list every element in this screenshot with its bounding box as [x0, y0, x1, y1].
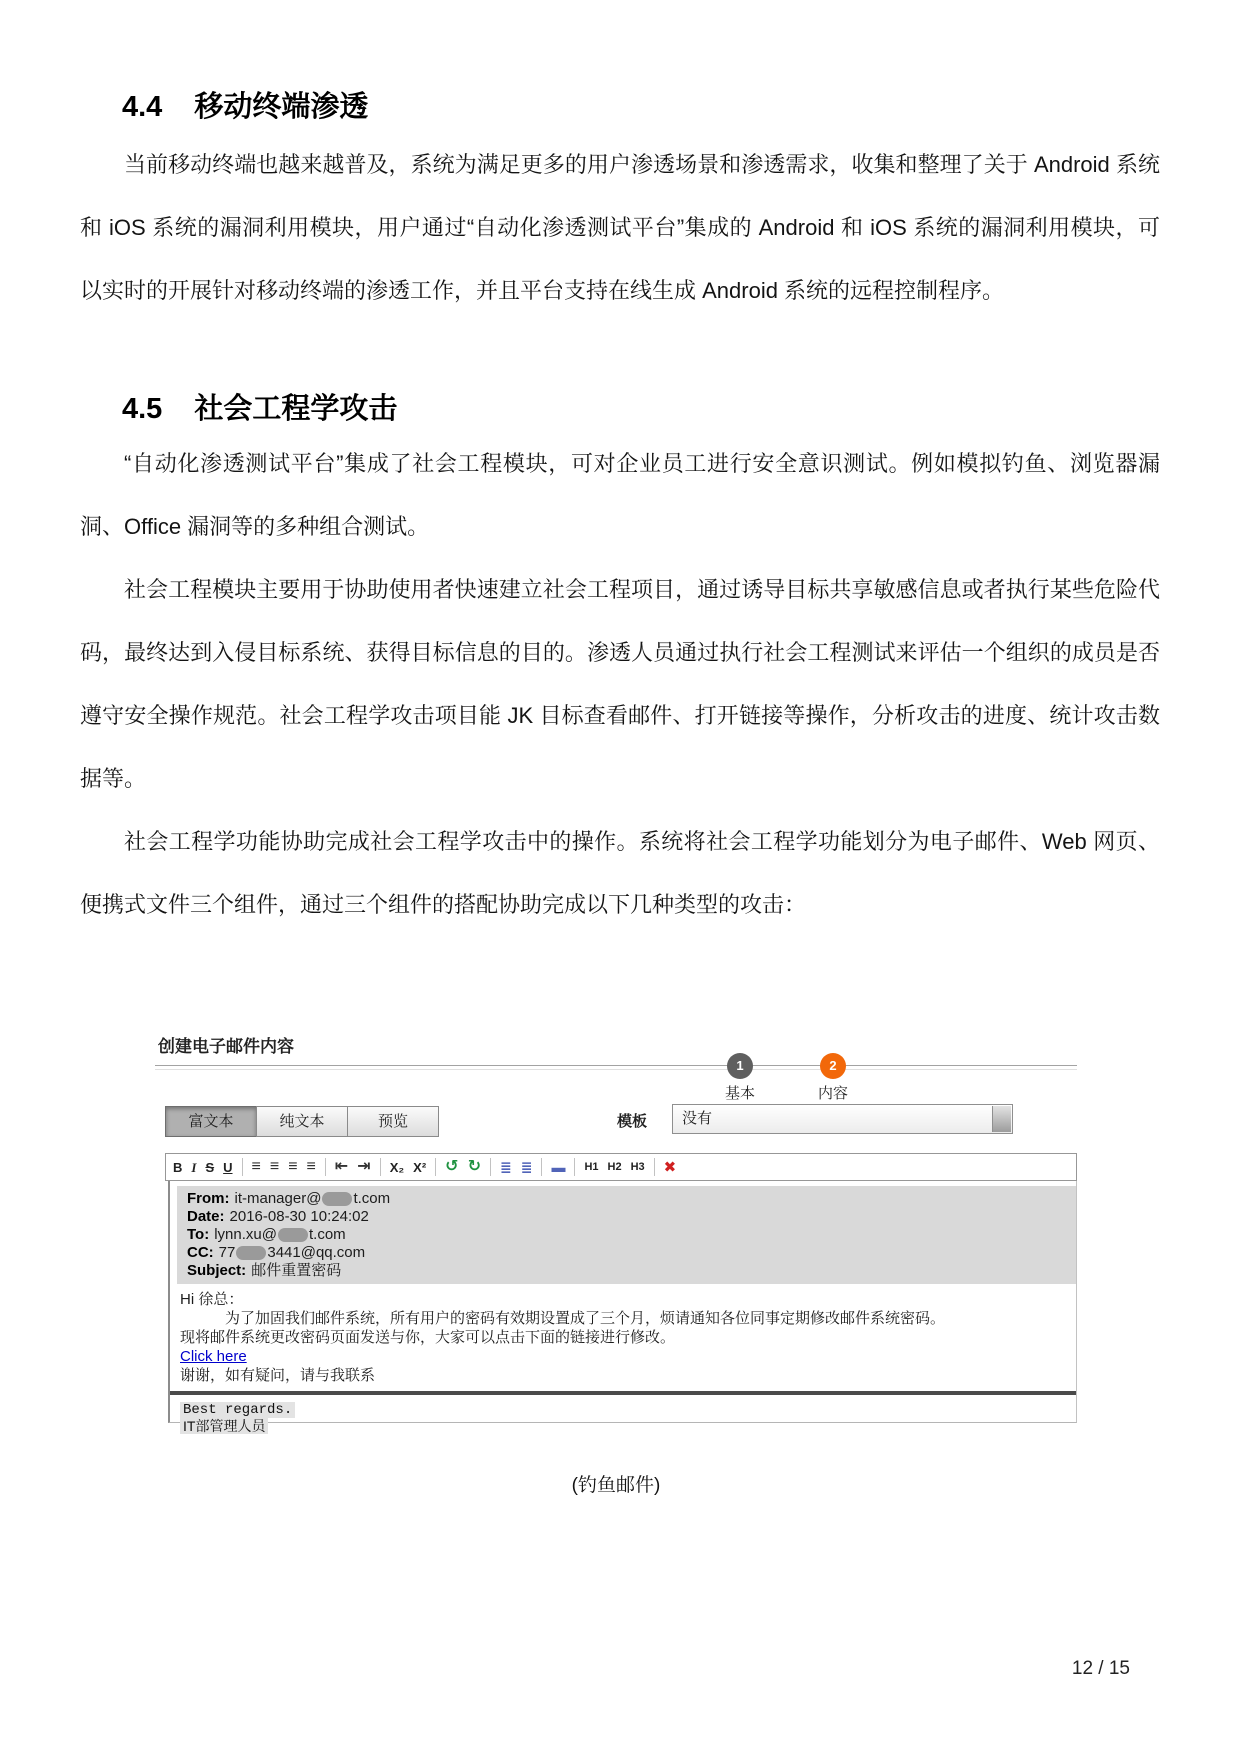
paragraph: 社会工程学功能协助完成社会工程学攻击中的操作。系统将社会工程学功能划分为电子邮件、Web 网页、便携式文件三个组件，通过三个组件的搭配协助完成以下几种类型的攻击： — [80, 829, 1160, 917]
outdent-icon[interactable]: ⇤ — [334, 1158, 349, 1175]
ordered-list-icon[interactable]: ≣ — [499, 1159, 512, 1175]
redacted-text — [236, 1246, 266, 1260]
toolbar-separator — [380, 1158, 381, 1176]
template-label: 模板 — [617, 1113, 648, 1130]
email-body-line: 谢谢，如有疑问，请与我联系 — [180, 1367, 376, 1384]
email-greeting: Hi 徐总： — [180, 1291, 244, 1308]
email-header-block — [177, 1186, 1076, 1284]
paragraph: 社会工程模块主要用于协助使用者快速建立社会工程项目，通过诱导目标共享敏感信息或者执行某些危险代码，最终达到入侵目标系统、获得目标信息的目的。渗透人员通过执行社会工程测试来评估一个组织的成员是否遵守安全操作规范。社会工程学攻击项目能 JK 目标查看邮件、打开链接等操作，分析攻击的进度、统计攻击数据等。 — [80, 577, 1160, 791]
email-body-line: 为了加固我们邮件系统，所有用户的密码有效期设置成了三个月，烦请通知各位同事定期修改邮件系统密码。 — [225, 1310, 946, 1327]
horizontal-rule-icon[interactable]: ▬ — [551, 1159, 566, 1175]
superscript-icon[interactable]: X² — [413, 1159, 427, 1175]
section-title: 社会工程学攻击 — [194, 393, 398, 425]
italic-icon[interactable]: I — [191, 1159, 197, 1175]
section-heading-4-5 — [122, 386, 397, 427]
delete-icon[interactable]: ✖ — [663, 1158, 677, 1176]
email-body — [170, 1288, 1076, 1385]
click-here-link[interactable]: Click here — [180, 1348, 247, 1365]
heading2-icon[interactable]: H2 — [607, 1160, 622, 1173]
heading3-icon[interactable]: H3 — [630, 1160, 645, 1173]
step-2-label: 内容 — [817, 1085, 848, 1102]
email-header-date: Date: 2016-08-30 10:24:02 — [187, 1208, 369, 1225]
align-right-icon[interactable]: ≡ — [288, 1158, 298, 1175]
toolbar-separator — [574, 1158, 575, 1176]
rich-text-toolbar — [165, 1153, 1077, 1181]
section-number: 4.4 — [122, 91, 163, 123]
toolbar-separator — [242, 1158, 243, 1176]
signature-divider — [170, 1391, 1076, 1395]
section-title: 移动终端渗透 — [194, 91, 369, 123]
email-header-from: From: it-manager@ t.com — [187, 1190, 391, 1207]
toolbar-separator — [490, 1158, 491, 1176]
signature-regards: Best regards. — [180, 1402, 295, 1418]
step-1-label: 基本 — [724, 1085, 755, 1102]
subscript-icon[interactable]: X₂ — [389, 1159, 405, 1175]
dropdown-button-icon[interactable] — [992, 1106, 1011, 1132]
tab-plain-text[interactable]: 纯文本 — [256, 1106, 348, 1137]
figure-caption: (钓鱼邮件) — [571, 1475, 661, 1496]
align-center-icon[interactable]: ≡ — [269, 1158, 280, 1175]
toolbar-separator — [541, 1158, 542, 1176]
template-select[interactable] — [672, 1104, 1013, 1134]
paragraph: “自动化渗透测试平台”集成了社会工程模块，可对企业员工进行安全意识测试。例如模拟钓鱼、浏览器漏洞、Office 漏洞等的多种组合测试。 — [80, 451, 1160, 539]
divider — [155, 1065, 1077, 1066]
tab-preview[interactable]: 预览 — [347, 1106, 439, 1137]
signature-department: IT部管理人员 — [180, 1418, 268, 1434]
step-1-basic[interactable]: 1 — [727, 1053, 753, 1079]
email-editor-screenshot — [155, 1028, 1077, 1434]
email-header-cc: CC: 77 3441@qq.com — [187, 1244, 366, 1261]
template-selected-value: 没有 — [682, 1110, 713, 1127]
section-heading-4-4 — [122, 84, 368, 125]
paragraph: 当前移动终端也越来越普及，系统为满足更多的用户渗透场景和渗透需求，收集和整理了关于 Android 系统和 iOS 系统的漏洞利用模块，用户通过“自动化渗透测试平台”集成的 Android 和 iOS 系统的漏洞利用模块，可以实时的开展针对移动终端的渗透工作，并且平台支持在线生成 Android 系统的远程控制程序。 — [80, 152, 1160, 303]
toolbar-separator — [325, 1158, 326, 1176]
unordered-list-icon[interactable]: ≣ — [520, 1159, 533, 1175]
section-number: 4.5 — [122, 393, 163, 425]
align-left-icon[interactable]: ≡ — [251, 1158, 261, 1175]
divider — [155, 1069, 1077, 1070]
heading1-icon[interactable]: H1 — [584, 1160, 599, 1173]
redo-icon[interactable]: ↻ — [467, 1158, 481, 1175]
undo-icon[interactable]: ↺ — [445, 1158, 459, 1175]
align-justify-icon[interactable]: ≡ — [306, 1158, 316, 1175]
editor-mode-tabs — [165, 1106, 438, 1137]
step-2-content[interactable]: 2 — [820, 1053, 846, 1079]
indent-icon[interactable]: ⇥ — [357, 1158, 371, 1175]
bold-icon[interactable]: B — [173, 1159, 183, 1175]
underline-icon[interactable]: U — [223, 1159, 233, 1175]
tab-rich-text[interactable]: 富文本 — [165, 1106, 257, 1137]
page-number: 12 / 15 — [1071, 1658, 1130, 1679]
redacted-text — [278, 1228, 308, 1242]
email-body-line: 现将邮件系统更改密码页面发送与你，大家可以点击下面的链接进行修改。 — [180, 1329, 676, 1346]
email-header-to: To: lynn.xu@ t.com — [187, 1226, 346, 1243]
redacted-text — [322, 1192, 352, 1206]
email-content-area[interactable] — [168, 1181, 1077, 1434]
editor-title: 创建电子邮件内容 — [158, 1037, 294, 1056]
email-header-subject: Subject: 邮件重置密码 — [187, 1262, 342, 1279]
toolbar-separator — [654, 1158, 655, 1176]
toolbar-separator — [435, 1158, 436, 1176]
strikethrough-icon[interactable]: S — [205, 1159, 215, 1175]
